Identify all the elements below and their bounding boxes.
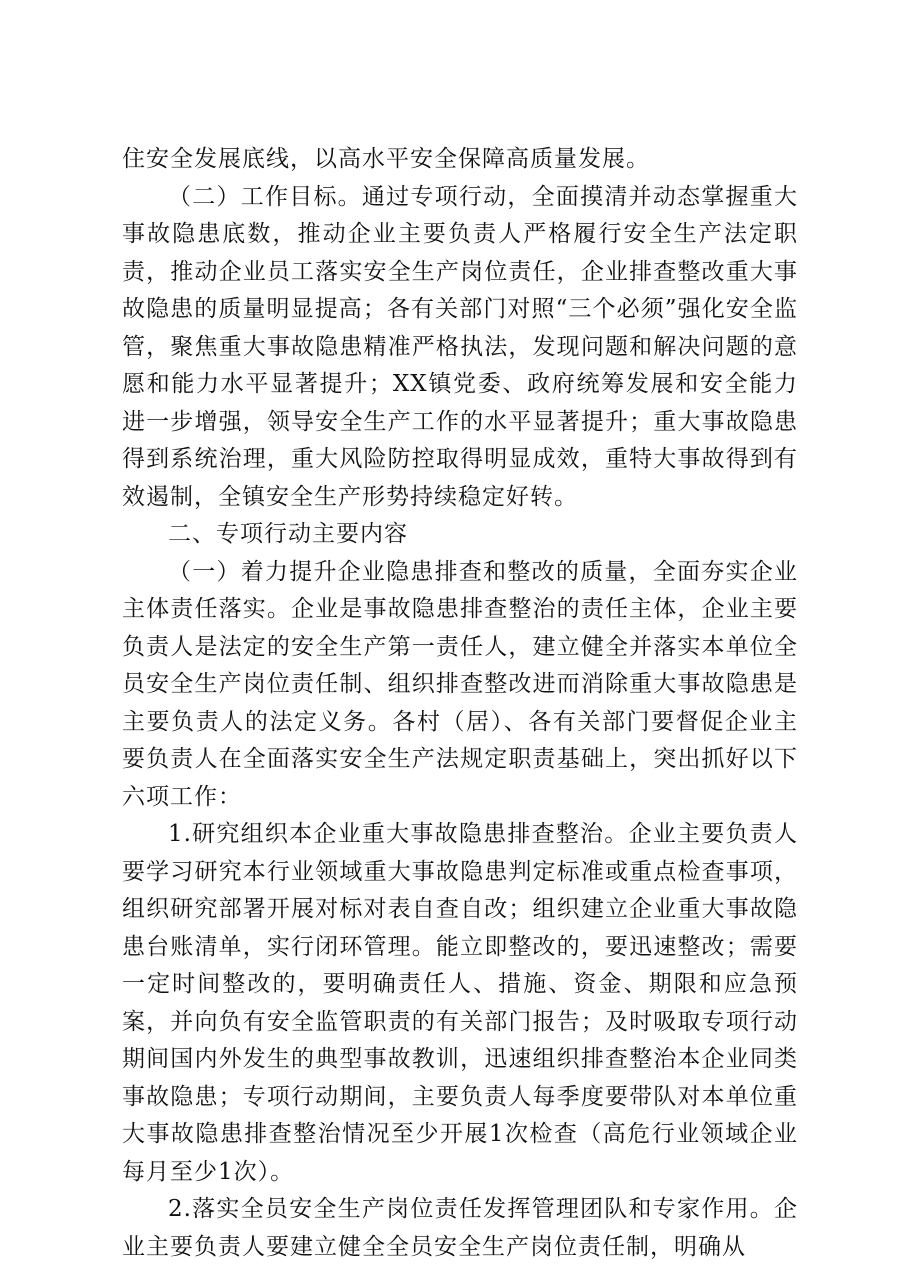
- paragraph-continuation: 住安全发展底线，以高水平安全保障高质量发展。: [122, 146, 650, 172]
- paragraph-enterprise-responsibility: （一）着力提升企业隐患排查和整改的质量，全面夯实企业主体责任落实。企业是事故隐患排查整治的责任主体，企业主要负责人是法定的安全生产第一责任人，建立健全并落实本单位全员安全生产岗位责任制、组织排查整改进而消除重大事故隐患是主要负责人的法定义务。各村（居）、各有关部门要督促企业主要负责人在全面落实安全生产法规定职责基础上，突出抓好以下六项工作：: [122, 558, 798, 810]
- paragraph-item-2: 2.落实全员安全生产岗位责任发挥管理团队和专家作用。企业主要负责人要建立健全全员安全生产岗位责任制，明确从: [122, 1196, 798, 1260]
- paragraph-work-goal: （二）工作目标。通过专项行动，全面摸清并动态掌握重大事故隐患底数，推动企业主要负责人严格履行安全生产法定职责，推动企业员工落实安全生产岗位责任，企业排查整改重大事故隐患的质量明显提高；各有关部门对照“三个必须”强化安全监管，聚焦重大事故隐患精准严格执法，发现问题和解决问题的意愿和能力水平显著提升；XX镇党委、政府统筹发展和安全能力进一步增强，领导安全生产工作的水平显著提升；重大事故隐患得到系统治理，重大风险防控取得明显成效，重特大事故得到有效遏制，全镇安全生产形势持续稳定好转。: [122, 183, 798, 510]
- document-page: [122, 141, 798, 1266]
- paragraph-item-1: 1.研究组织本企业重大事故隐患排查整治。企业主要负责人要学习研究本行业领域重大事故隐患判定标准或重点检查事项，组织研究部署开展对标对表自查自改；组织建立企业重大事故隐患台账清单，实行闭环管理。能立即整改的，要迅速整改；需要一定时间整改的，要明确责任人、措施、资金、期限和应急预案，并向负有安全监管职责的有关部门报告；及时吸取专项行动期间国内外发生的典型事故教训，迅速组织排查整治本企业同类事故隐患；专项行动期间，主要负责人每季度要带队对本单位重大事故隐患排查整治情况至少开展1次检查（高危行业领域企业每月至少1次）。: [122, 821, 798, 1185]
- section-heading-main-content: 二、专项行动主要内容: [168, 521, 408, 547]
